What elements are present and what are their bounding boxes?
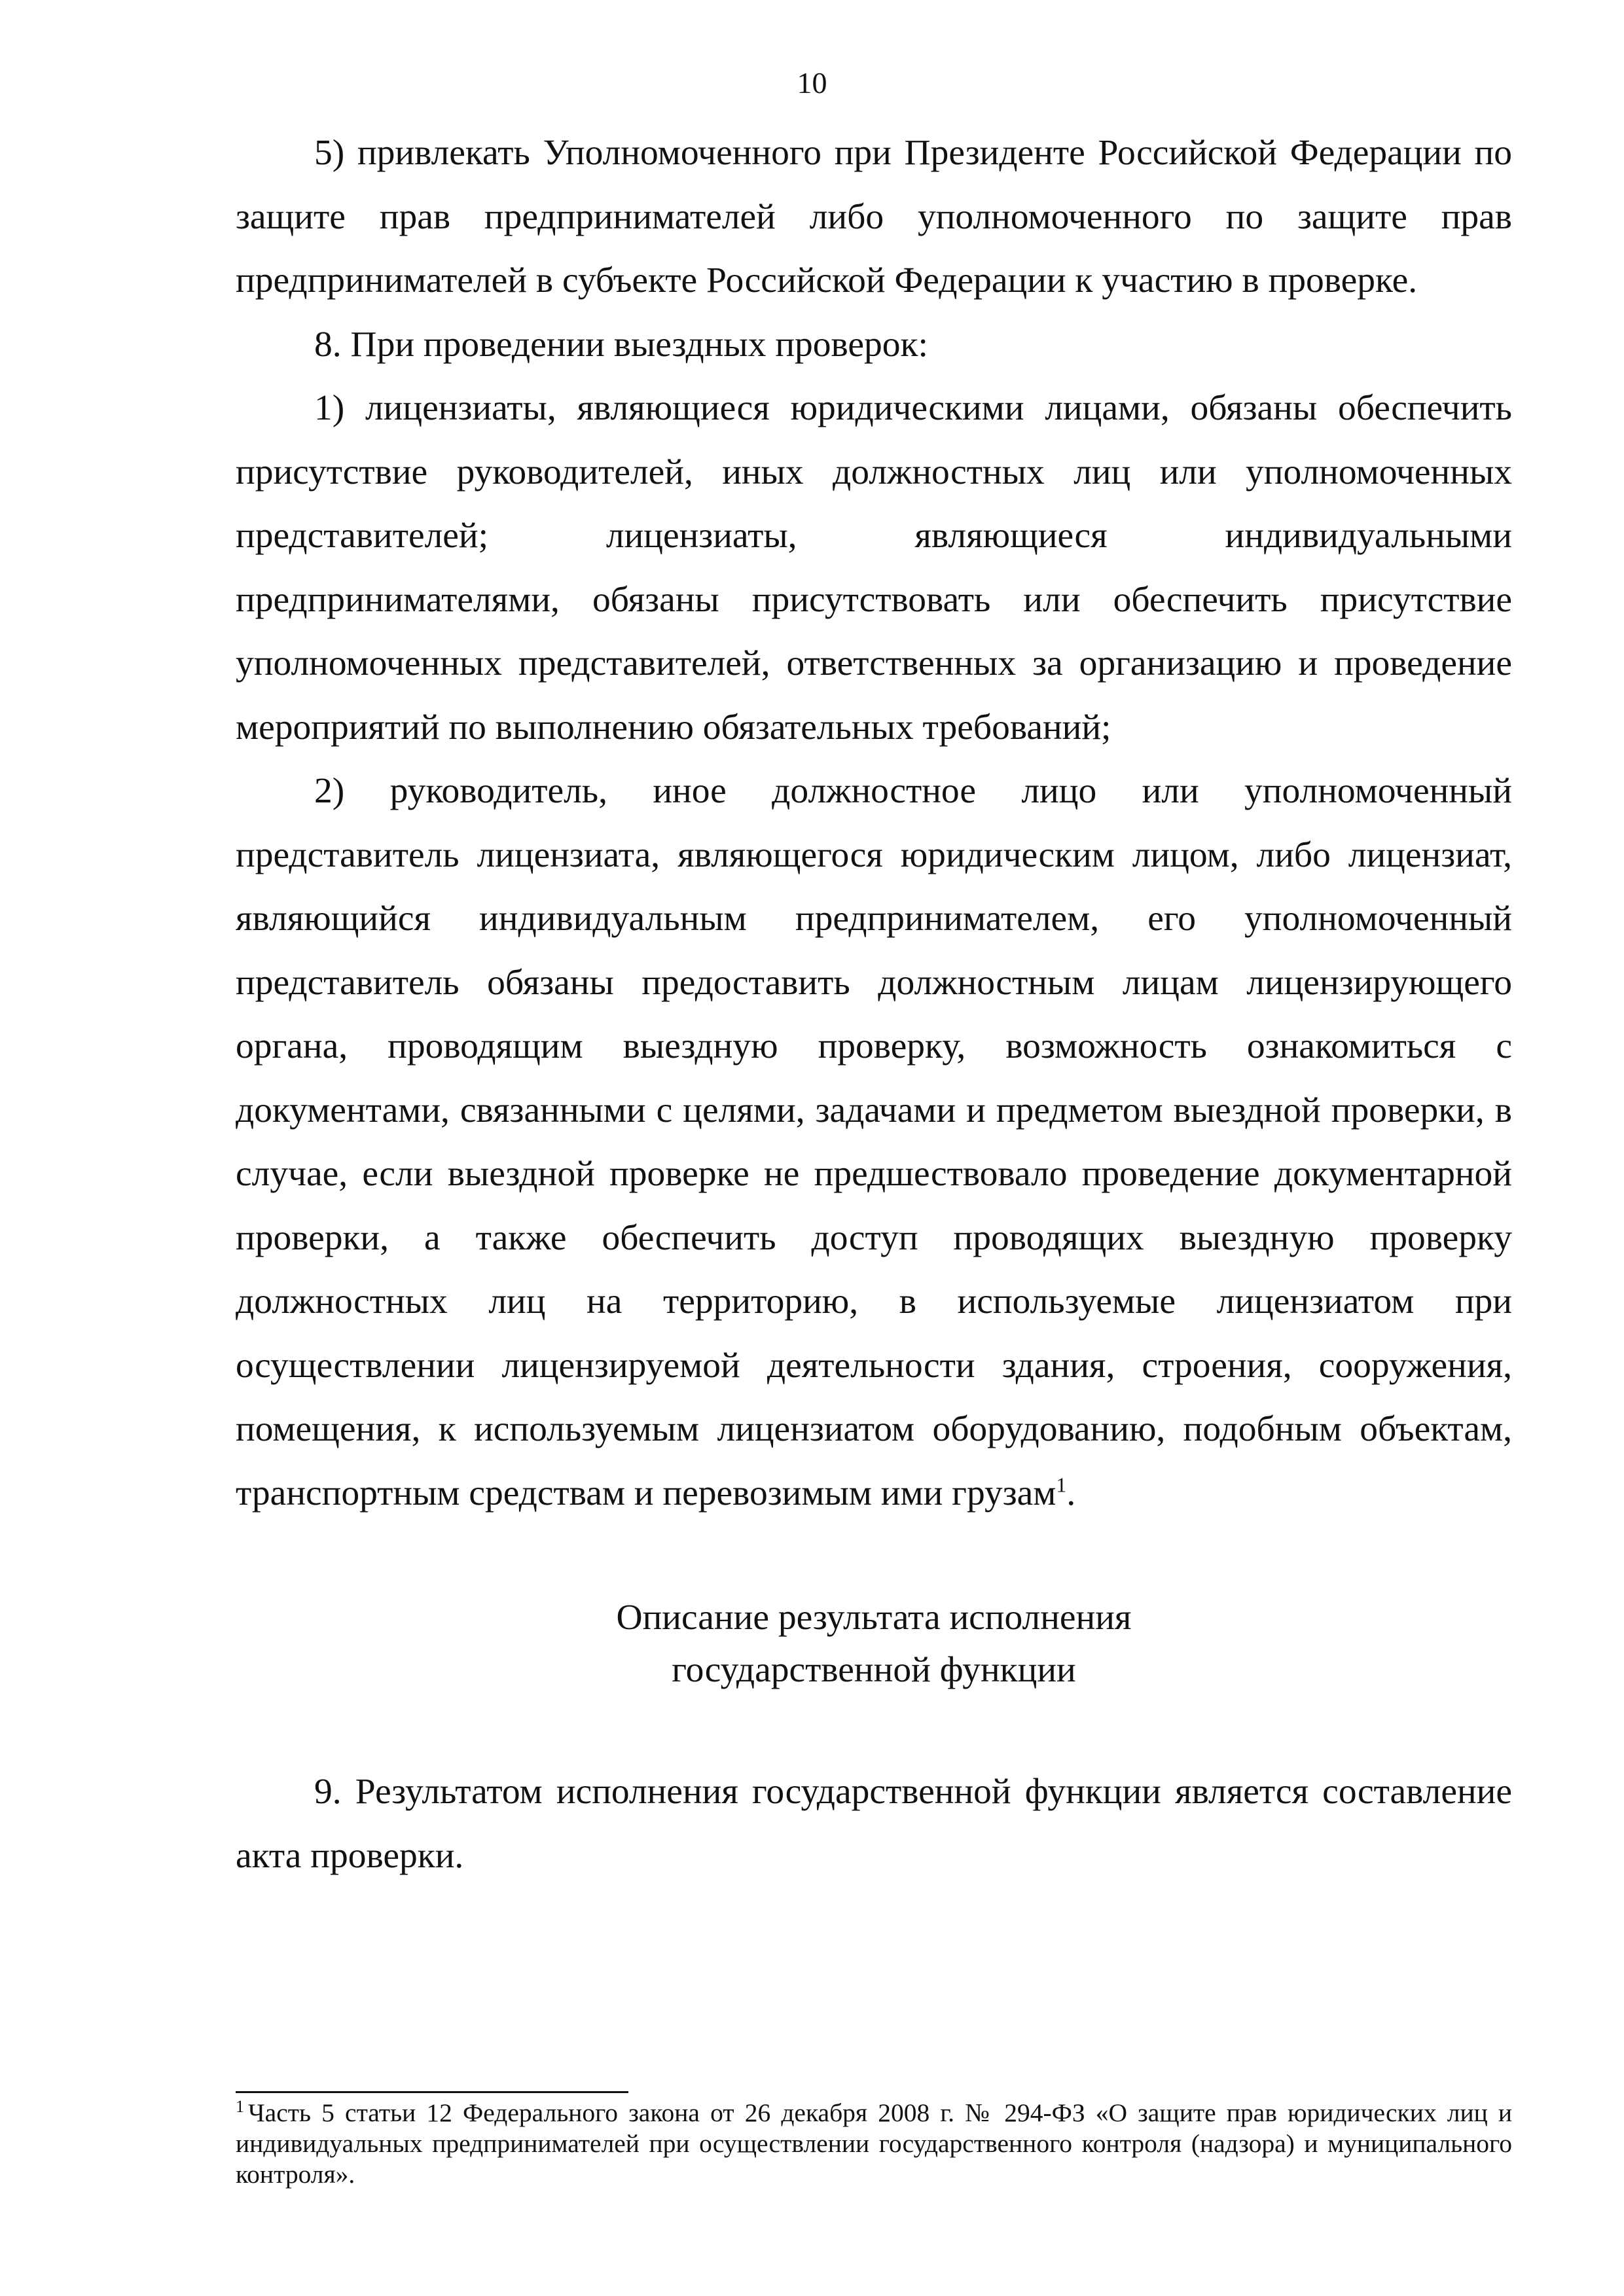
footnote-reference[interactable]: 1 bbox=[1056, 1473, 1067, 1496]
paragraph-8-intro: 8. При проведении выездных проверок: bbox=[314, 324, 928, 365]
footnote-text: Часть 5 статьи 12 Федерального закона от 26 декабря 2008 г. № 294-ФЗ «О защите прав юридических лиц и индивидуальных предпринимателей при осуществлении государственного контроля (надзора) и муниципального контроля». bbox=[236, 2098, 1512, 2189]
section-heading-line-2: государственной функции bbox=[672, 1650, 1076, 1690]
section-heading bbox=[236, 1592, 1512, 1696]
paragraph-8-item-2-text: 2) руководитель, иное должностное лицо или уполномоченный представитель лицензиата, являющегося юридическим лицом, либо лицензиат, являющийся индивидуальным предпринимателем, его уполномоченный представитель обязаны предоставить должностным лицам лицензирующего органа, проводящим выездную проверку, возможность ознакомиться с документами, связанными с целями, задачами и предметом выездной проверки, в случае, если выездной проверке не предшествовало проведение документарной проверки, а также обеспечить доступ проводящих выездную проверку должностных лиц на территорию, в используемые лицензиатом при осуществлении лицензируемой деятельности здания, строения, сооружения, помещения, к используемым лицензиатом оборудованию, подобным объектам, транспортным средствам и перевозимым ими грузам bbox=[236, 771, 1512, 1513]
section-heading-line-1: Описание результата исполнения bbox=[616, 1598, 1132, 1638]
paragraph-8-item-2 bbox=[236, 759, 1512, 1525]
paragraph-8-item-2-end: . bbox=[1066, 1473, 1076, 1513]
paragraph-item-5: 5) привлекать Уполномоченного при Президенте Российской Федерации по защите прав предпринимателей либо уполномоченного по защите прав предпринимателей в субъекте Российской Федерации к участию в проверке. bbox=[236, 133, 1512, 300]
paragraph-9: 9. Результатом исполнения государственной функции является составление акта проверки. bbox=[236, 1772, 1512, 1876]
document-body bbox=[236, 121, 1512, 1888]
paragraph-8-item-1: 1) лицензиаты, являющиеся юридическими лицами, обязаны обеспечить присутствие руководителей, иных должностных лиц или уполномоченных представителей; лицензиаты, являющиеся индивидуальными предпринимателями, обязаны присутствовать или обеспечить присутствие уполномоченных представителей, ответственных за организацию и проведение мероприятий по выполнению обязательных требований; bbox=[236, 388, 1512, 747]
footnote bbox=[236, 2098, 1512, 2190]
footnote-separator bbox=[236, 2091, 628, 2093]
page-number: 10 bbox=[797, 66, 827, 99]
footnote-mark: 1 bbox=[236, 2096, 244, 2116]
